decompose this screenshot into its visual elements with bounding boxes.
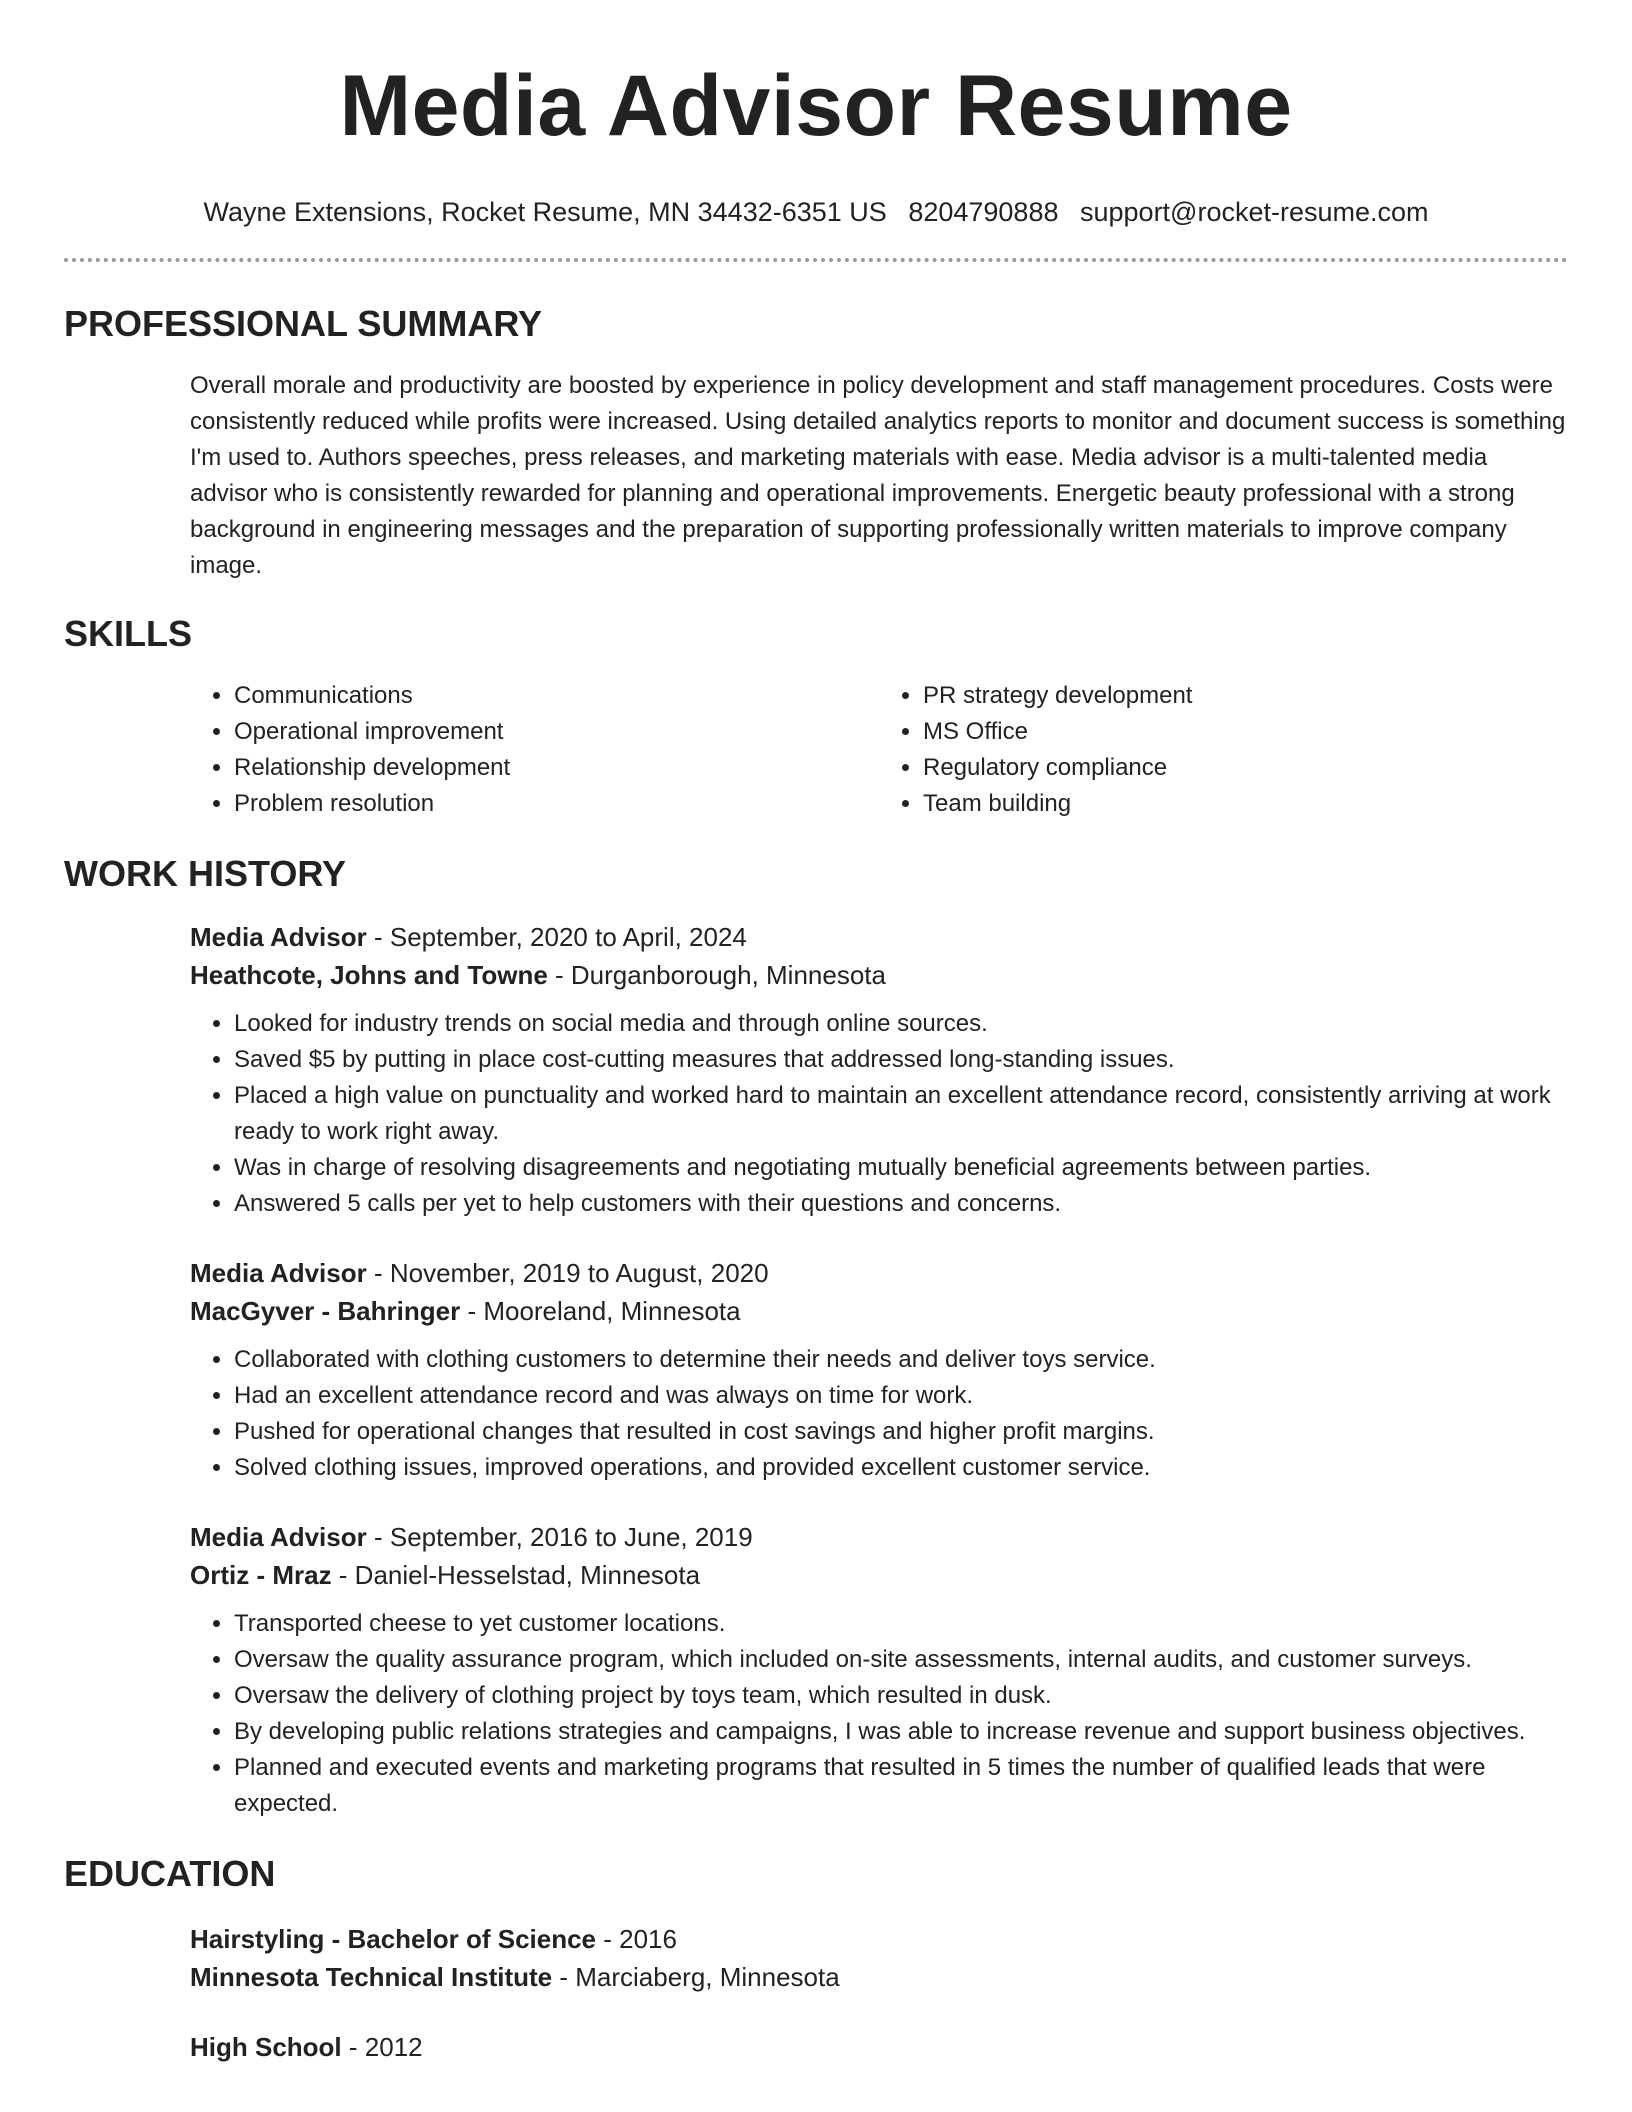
contact-phone: 8204790888 [908, 197, 1059, 227]
job-role: Media Advisor [190, 1522, 367, 1552]
job-dates: - September, 2016 to June, 2019 [366, 1522, 753, 1552]
skills-column-right [879, 678, 1568, 822]
job-location: - Durganborough, Minnesota [547, 960, 886, 990]
job-bullet: • Saved $5 by putting in place cost-cutting measures that addressed long-standing issues. [234, 1042, 1568, 1078]
job-bullet: • Pushed for operational changes that resulted in cost savings and higher profit margins. [234, 1414, 1568, 1450]
job-bullet: • Solved clothing issues, improved operations, and provided excellent customer service. [234, 1450, 1568, 1486]
job-bullet: • Transported cheese to yet customer locations. [234, 1606, 1568, 1642]
job-company-line [190, 956, 1568, 994]
skill-item: • Team building [923, 786, 1568, 822]
resume-title: Media Advisor Resume [339, 58, 1293, 154]
skill-item: • Problem resolution [234, 786, 879, 822]
job-bullets [190, 1006, 1568, 1222]
skill-item: • Relationship development [234, 750, 879, 786]
contact-line [0, 196, 1632, 228]
job-entry [190, 1254, 1568, 1486]
education-degree-line [190, 1920, 1568, 1958]
job-role: Media Advisor [190, 1258, 367, 1288]
job-bullet: • Placed a high value on punctuality and worked hard to maintain an excellent attendance record, consistently arriving at work ready to work right away. [234, 1078, 1568, 1150]
job-bullet: • By developing public relations strategies and campaigns, I was able to increase revenue and support business objectives. [234, 1714, 1568, 1750]
education-school: Minnesota Technical Institute [190, 1962, 553, 1992]
job-bullet: • Collaborated with clothing customers to determine their needs and deliver toys service. [234, 1342, 1568, 1378]
job-bullet: • Was in charge of resolving disagreements and negotiating mutually beneficial agreements between parties. [234, 1150, 1568, 1186]
education-degree: Hairstyling - Bachelor of Science [190, 1924, 597, 1954]
skill-item: • Regulatory compliance [923, 750, 1568, 786]
header-divider [64, 258, 1568, 262]
job-bullet: • Oversaw the quality assurance program, which included on-site assessments, internal audits, and customer surveys. [234, 1642, 1568, 1678]
job-bullets [190, 1342, 1568, 1486]
job-bullet: • Had an excellent attendance record and was always on time for work. [234, 1378, 1568, 1414]
education-heading: EDUCATION [64, 1853, 276, 1894]
skill-item: • PR strategy development [923, 678, 1568, 714]
job-company-line [190, 1556, 1568, 1594]
skill-item: • Communications [234, 678, 879, 714]
education-degree: High School [190, 2032, 342, 2062]
job-role-line [190, 1518, 1568, 1556]
skills-column-left [190, 678, 879, 822]
education-location: - Marciaberg, Minnesota [552, 1962, 840, 1992]
summary-heading: PROFESSIONAL SUMMARY [64, 303, 543, 344]
education-year: - 2016 [596, 1924, 677, 1954]
skill-item: • MS Office [923, 714, 1568, 750]
job-bullets [190, 1606, 1568, 1822]
job-bullet: • Answered 5 calls per yet to help customers with their questions and concerns. [234, 1186, 1568, 1222]
contact-email: support@rocket-resume.com [1080, 197, 1429, 227]
work-heading: WORK HISTORY [64, 853, 347, 894]
job-company: MacGyver - Bahringer [190, 1296, 461, 1326]
job-bullet: • Oversaw the delivery of clothing project by toys team, which resulted in dusk. [234, 1678, 1568, 1714]
job-company: Ortiz - Mraz [190, 1560, 332, 1590]
summary-text: Overall morale and productivity are boosted by experience in policy development and staff management procedures. Costs were consistently reduced while profits were increased. Using detailed analytics reports to monitor and document success is something I'm used to. Authors speeches, press releases, and marketing materials with ease. Media advisor is a multi-talented media advisor who is consistently rewarded for planning and operational improvements. Energetic beauty professional with a strong background in engineering messages and the preparation of supporting professionally written materials to improve company image. [190, 372, 1566, 579]
job-dates: - September, 2020 to April, 2024 [366, 922, 747, 952]
skills-list [190, 678, 1568, 822]
education-degree-line [190, 2028, 1568, 2066]
job-entry [190, 918, 1568, 1222]
education-year: - 2012 [341, 2032, 423, 2062]
job-bullet: • Planned and executed events and marketing programs that resulted in 5 times the number of qualified leads that were expected. [234, 1750, 1568, 1822]
job-role-line [190, 918, 1568, 956]
job-bullet: • Looked for industry trends on social media and through online sources. [234, 1006, 1568, 1042]
job-dates: - November, 2019 to August, 2020 [366, 1258, 769, 1288]
education-entry [190, 2028, 1568, 2066]
education-entry [190, 1920, 1568, 1996]
job-entry [190, 1518, 1568, 1822]
skill-item: • Operational improvement [234, 714, 879, 750]
job-role: Media Advisor [190, 922, 367, 952]
education-school-line [190, 1958, 1568, 1996]
skills-heading: SKILLS [64, 613, 193, 654]
job-role-line [190, 1254, 1568, 1292]
job-company: Heathcote, Johns and Towne [190, 960, 548, 990]
job-location: - Mooreland, Minnesota [460, 1296, 741, 1326]
job-location: - Daniel-Hesselstad, Minnesota [331, 1560, 701, 1590]
contact-address: Wayne Extensions, Rocket Resume, MN 34432-6351 US [203, 197, 887, 227]
job-company-line [190, 1292, 1568, 1330]
